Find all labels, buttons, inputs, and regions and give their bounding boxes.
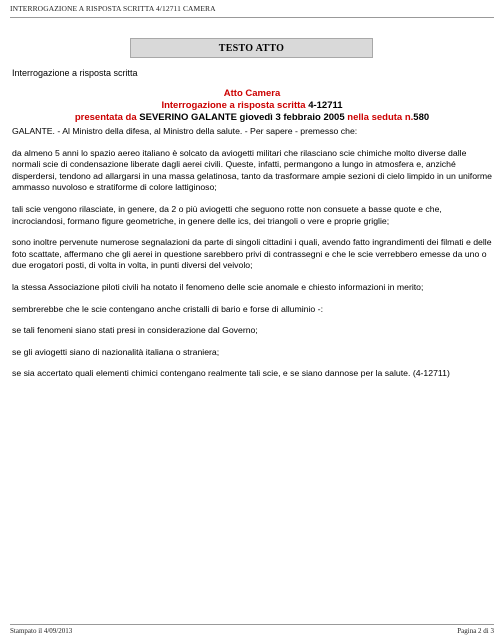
act-body <box>12 126 494 390</box>
page-number: Pagina 2 di 3 <box>457 627 494 635</box>
presentation-line <box>0 112 504 124</box>
body-paragraph: sono inoltre pervenute numerose segnalazioni da parte di singoli cittadini i quali, avendo fatto ingrandimenti dei filmati e delle foto scattate, affermano che gli aerei in questione sarebbero privi di contrassegni e che le scie verrebbero emesse da uno o due erogatori posti, di volta in volta, in punti diversi del veivolo; <box>12 237 492 271</box>
print-date: Stampato il 4/09/2013 <box>10 627 73 635</box>
document-type: Interrogazione a risposta scritta <box>12 68 138 78</box>
act-type-line <box>0 100 504 112</box>
session-label: nella seduta n. <box>347 112 414 123</box>
body-paragraph: se tali fenomeni siano stati presi in considerazione dal Governo; <box>12 325 258 336</box>
act-chamber: Atto Camera <box>223 88 281 99</box>
title-box: TESTO ATTO <box>130 38 373 58</box>
author-name: SEVERINO GALANTE <box>139 112 237 123</box>
running-header: INTERROGAZIONE A RISPOSTA SCRITTA 4/12711 CAMERA <box>10 4 216 13</box>
presentation-date: giovedì 3 febbraio 2005 <box>236 112 348 123</box>
session-number: 580 <box>413 112 430 123</box>
body-paragraph: tali scie vengono rilasciate, in genere, da 2 o più aviogetti che seguono rotte non consuete a basse quote e che, incrociandosi, formano figure geometriche, in genere delle ics, dei triangoli o vere e proprie griglie; <box>12 203 442 226</box>
body-paragraph: la stessa Associazione piloti civili ha notato il fenomeno delle scie anomale e chiesto informazioni in merito; <box>12 281 424 292</box>
body-paragraph: da almeno 5 anni lo spazio aereo italiano è solcato da aviogetti militari che rilasciano scie chimiche molto diverse dalle normali scie di condensazione liberate dagli aerei civili. Queste, infatti, permangono a lungo in atmosfera e, anziché disperdersi, tendono ad allargarsi in una massa gelatinosa, tanto da trasformare ampie sezioni di cielo limpido in un uniforme ammasso nuvoloso e stratiforme di colore lattiginoso; <box>12 147 493 193</box>
header-divider <box>10 17 494 18</box>
act-heading <box>0 88 504 124</box>
body-paragraph: se gli aviogetti siano di nazionalità italiana o straniera; <box>12 346 220 357</box>
intro-paragraph: GALANTE. - Al Ministro della difesa, al Ministro della salute. - Per sapere - premesso che: <box>12 126 358 136</box>
body-paragraph: sembrerebbe che le scie contengano anche cristalli di bario e forse di alluminio -: <box>12 303 323 314</box>
footer-divider <box>10 624 494 625</box>
presented-by-label: presentata da <box>74 112 140 123</box>
act-type: Interrogazione a risposta scritta <box>161 100 309 111</box>
act-number: 4-12711 <box>308 100 343 111</box>
body-paragraph: se sia accertato quali elementi chimici contengano realmente tali scie, e se siano dannose per la salute. (4-12711) <box>12 368 450 379</box>
